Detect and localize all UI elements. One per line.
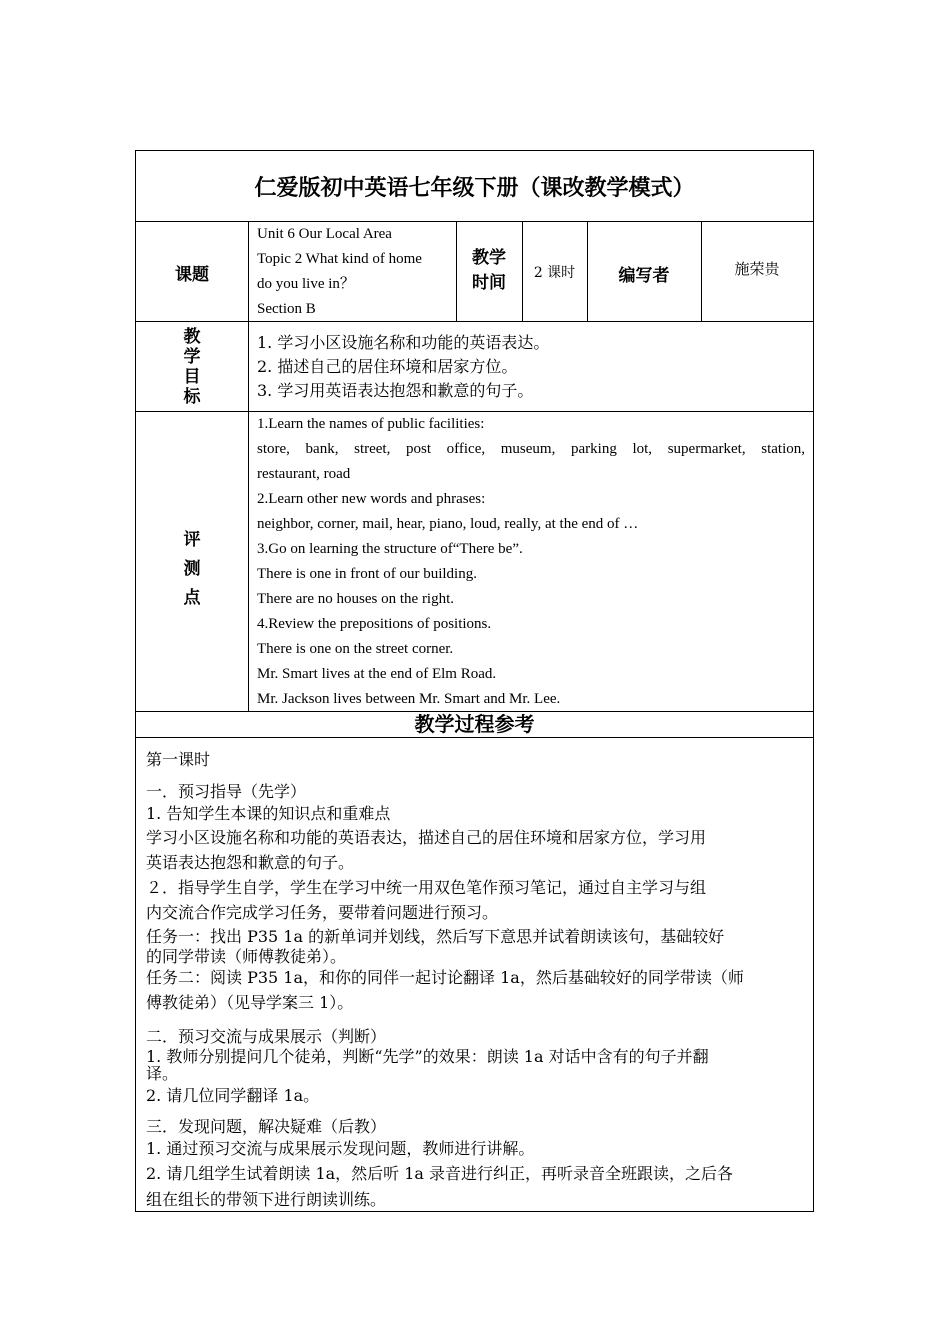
process-line: 2. 请几位同学翻译 1a。 — [146, 1086, 320, 1105]
assessment-row — [136, 412, 813, 712]
goals-row — [136, 322, 813, 412]
assess-line: neighbor, corner, mail, hear, piano, loud, really, at the end of … — [257, 516, 639, 532]
topic-line: Unit 6 Our Local Area — [257, 226, 392, 242]
topic-line: Section B — [257, 301, 316, 317]
process-line: 一．预习指导（先学） — [146, 782, 307, 801]
process-line: 三．发现问题，解决疑难（后教） — [146, 1117, 387, 1136]
assess-line: There is one on the street corner. — [257, 641, 454, 657]
assess-line: There are no houses on the right. — [257, 591, 455, 607]
topic-label: 课题 — [175, 265, 209, 285]
assess-line: restaurant, road — [257, 466, 351, 482]
process-line: 任务一：找出 P35 1a 的新单词并划线，然后写下意思并试着朗读该句，基础较好 — [146, 927, 725, 946]
assess-line: 1.Learn the names of public facilities: — [257, 416, 485, 432]
assess-content — [257, 412, 805, 712]
process-line: 的同学带读（师傅教徒弟）。 — [146, 947, 347, 966]
process-line: 任务二：阅读 P35 1a，和你的同伴一起讨论翻译 1a，然后基础较好的同学带读（师 — [146, 968, 744, 987]
time-label: 教学时间 — [472, 248, 506, 293]
topic-value — [257, 222, 422, 322]
process-line: 译。 — [146, 1064, 179, 1083]
process-line: ２．指导学生自学，学生在学习中统一用双色笔作预习笔记，通过自主学习与组 — [146, 878, 707, 897]
title-row — [136, 151, 813, 222]
process-line: 1. 告知学生本课的知识点和重难点 — [146, 804, 391, 823]
topic-line: Topic 2 What kind of home — [257, 251, 422, 267]
process-line: 内交流合作完成学习任务，要带着问题进行预习。 — [146, 903, 499, 922]
process-line: 1. 通过预习交流与成果展示发现问题，教师进行讲解。 — [146, 1139, 535, 1158]
process-line: 组在组长的带领下进行朗读训练。 — [146, 1190, 387, 1209]
assess-line: 4.Review the prepositions of positions. — [257, 616, 492, 632]
assess-line: 2.Learn other new words and phrases: — [257, 491, 486, 507]
assess-line: Mr. Jackson lives between Mr. Smart and Mr. Lee. — [257, 691, 561, 707]
assess-line: store, bank, street, post office, museum, parking lot, supermarket, station, — [257, 441, 805, 457]
process-line: 1. 教师分别提问几个徒弟，判断“先学”的效果：朗读 1a 对话中含有的句子并翻 — [146, 1047, 709, 1066]
goal-item: 2. 描述自己的居住环境和居家方位。 — [257, 357, 518, 376]
process-line: 傅教徒弟）（见导学案三 1）。 — [146, 993, 354, 1012]
process-line: 二．预习交流与成果展示（判断） — [146, 1027, 387, 1046]
process-line: 第一课时 — [146, 750, 211, 769]
goals-label: 教学目标 — [183, 327, 201, 407]
author-value: 施荣贵 — [734, 260, 780, 278]
assess-line: Mr. Smart lives at the end of Elm Road. — [257, 666, 497, 682]
time-value: 2 课时 — [533, 265, 576, 281]
goal-item: 3. 学习用英语表达抱怨和歉意的句子。 — [257, 381, 534, 400]
goal-item: 1. 学习小区设施名称和功能的英语表达。 — [257, 333, 550, 352]
topic-line: do you live in？ — [257, 276, 355, 292]
process-line: 英语表达抱怨和歉意的句子。 — [146, 853, 355, 872]
process-line: 学习小区设施名称和功能的英语表达，描述自己的居住环境和居家方位，学习用 — [146, 828, 707, 847]
goals-list — [257, 331, 549, 403]
process-line: 2. 请几组学生试着朗读 1a，然后听 1a 录音进行纠正，再听录音全班跟读，之后各 — [146, 1164, 734, 1183]
lesson-plan-table — [135, 150, 814, 1212]
assess-label: 评测点 — [183, 530, 201, 608]
page-title: 仁爱版初中英语七年级下册（课改教学模式） — [254, 175, 695, 201]
info-row — [136, 222, 813, 322]
author-label: 编写者 — [618, 266, 670, 286]
assess-line: 3.Go on learning the structure of“There be”. — [257, 541, 523, 557]
process-heading: 教学过程参考 — [414, 712, 535, 736]
assess-line: There is one in front of our building. — [257, 566, 477, 582]
process-heading-row — [136, 712, 813, 738]
